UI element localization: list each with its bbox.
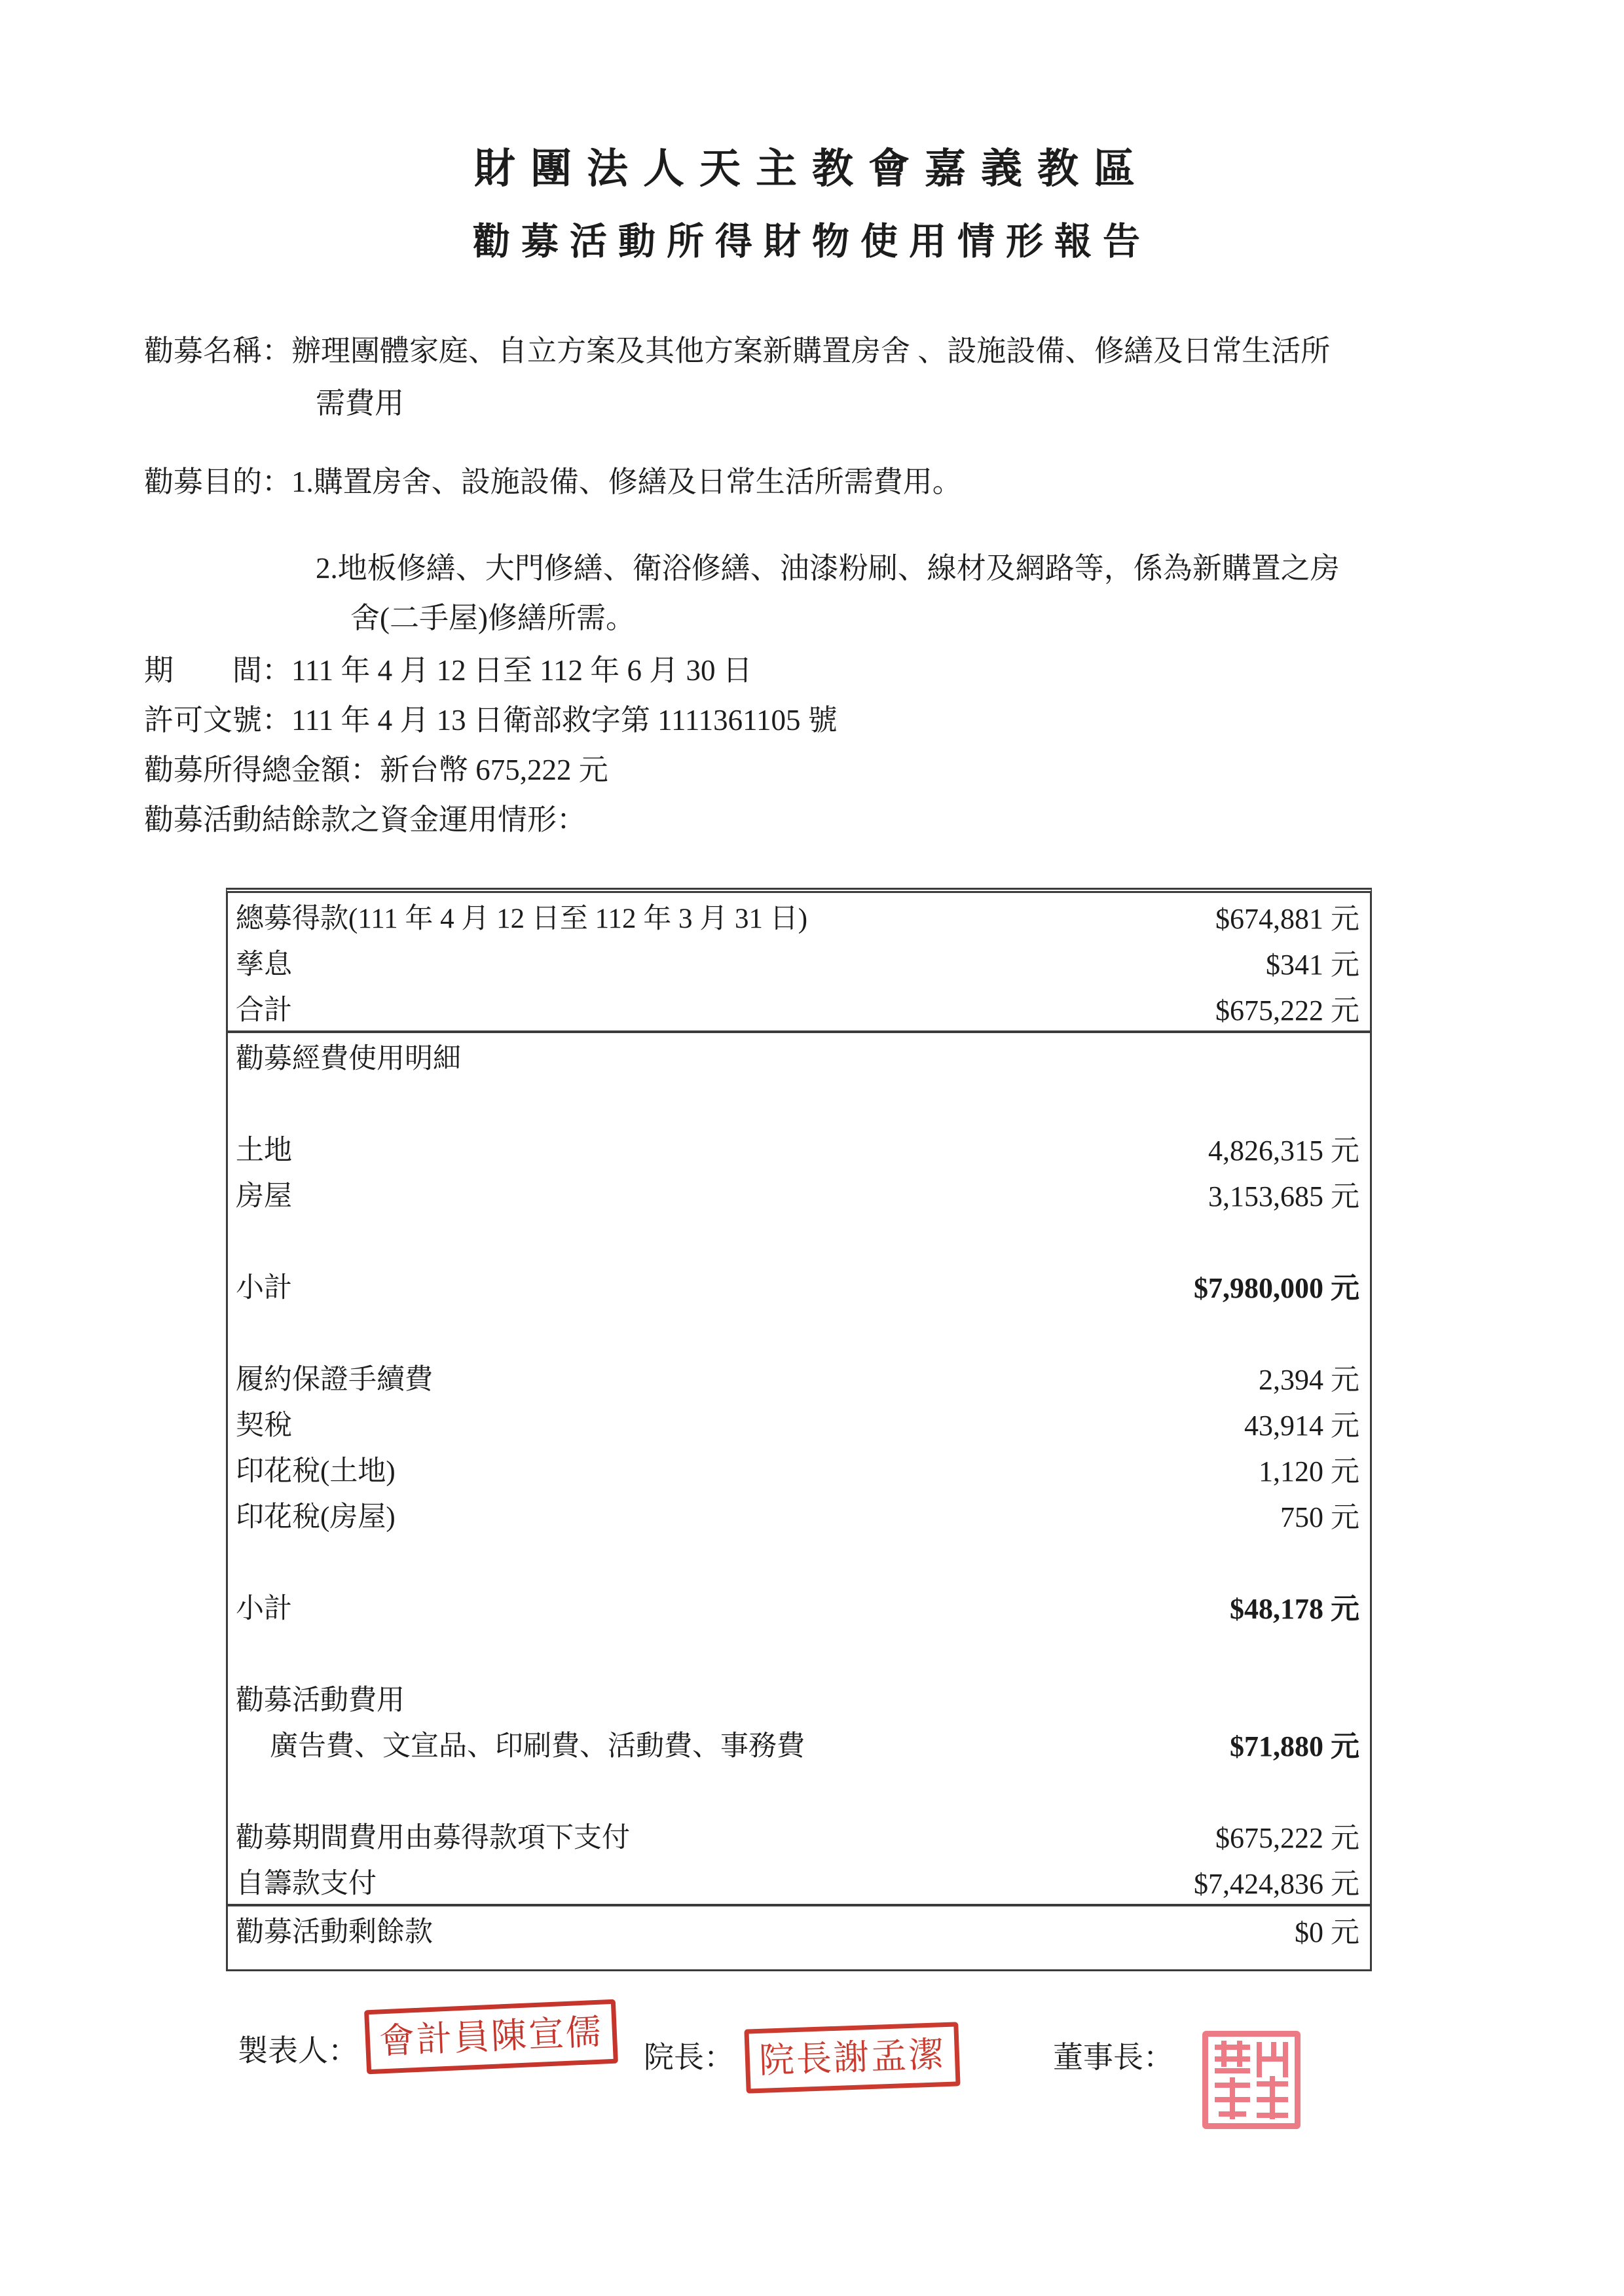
fundraising-purpose-item1: 1.購置房舍、設施設備、修繕及日常生活所需費用。 [291,465,962,498]
row-label: 勸募活動費用 [236,1685,405,1716]
row-value: $7,424,836 元 [1194,1868,1359,1900]
director-label: 院長： [644,2041,734,2074]
row-label: 勸募經費使用明細 [236,1043,461,1074]
row-value: 43,914 元 [1244,1410,1359,1442]
row-value: 750 元 [1280,1501,1359,1533]
chairman-square-seal-icon [1202,2031,1301,2129]
row-label: 孳息 [236,949,292,980]
table-row-stamp-tax-land [228,1446,1370,1491]
row-value: $0 元 [1295,1916,1359,1948]
row-label: 契稅 [236,1410,292,1441]
page-subtitle: 勸募活動所得財物使用情形報告 [473,221,1151,263]
report-info-section [144,326,1506,845]
row-label: 勸募期間費用由募得款項下支付 [236,1822,630,1853]
row-value: 2,394 元 [1259,1364,1359,1396]
table-row-deed-tax [228,1400,1370,1446]
fundraising-name-line2: 需費用 [316,387,405,420]
fundraising-name-label: 勸募名稱： [144,335,292,367]
table-row-self-funded-payment [228,1858,1370,1904]
row-label: 勸募活動剩餘款 [236,1916,433,1948]
table-row-performance-bond-fee [228,1354,1370,1400]
row-value: $7,980,000 元 [1194,1272,1359,1304]
permit-line [144,695,1506,745]
row-label: 小計 [236,1272,292,1303]
chairman-label: 董事長： [1053,2041,1173,2074]
row-label: 房屋 [236,1180,292,1212]
row-label: 土地 [236,1135,292,1166]
table-row-activity-expense-header [228,1675,1370,1721]
row-value: $71,880 元 [1230,1730,1359,1762]
period-label: 期 間： [144,654,292,687]
row-label: 總募得款(111 年 4 月 12 日至 112 年 3 月 31 日) [236,903,808,934]
row-label: 小計 [236,1593,292,1624]
table-row-subtotal-taxes [228,1583,1370,1629]
preparer-stamp-text: 會計員陳宣儒 [378,2012,604,2062]
total-amount-line: 勸募所得總金額：新台幣 675,222 元 [144,754,608,786]
preparer-label: 製表人： [238,2034,358,2068]
table-row-land [228,1125,1370,1171]
permit-label: 許可文號： [144,704,292,737]
page-title: 財團法人天主教會嘉義教區 [474,146,1150,192]
period-line [144,646,1506,695]
table-row-paid-from-raised-funds [228,1812,1370,1858]
fundraising-purpose-item2-line1: 2.地板修繕、大門修繕、衛浴修繕、油漆粉刷、線材及網路等，係為新購置之房 [316,552,1340,585]
director-stamp [744,2022,960,2093]
table-row-total-raised [228,893,1370,939]
fundraising-purpose-line1 [144,457,1506,507]
table-row-total [228,985,1370,1030]
row-value: 3,153,685 元 [1208,1180,1359,1212]
funds-usage-table [226,888,1372,1971]
fundraising-purpose-item2-line2: 舍(二手屋)修繕所需。 [350,602,635,634]
row-label: 廣告費、文宣品、印刷費、活動費、事務費 [270,1730,805,1762]
permit-value: 111 年 4 月 13 日衛部救字第 1111361105 號 [291,704,838,737]
director-stamp-text: 院長謝孟潔 [758,2035,946,2081]
row-value: $675,222 元 [1215,1822,1359,1854]
row-value: 4,826,315 元 [1208,1135,1359,1167]
row-value: $674,881 元 [1215,903,1359,935]
row-label: 自籌款支付 [236,1868,377,1899]
row-value: $341 元 [1266,949,1359,981]
row-value: 1,120 元 [1259,1455,1359,1487]
table-row-building [228,1171,1370,1216]
fundraising-purpose-label: 勸募目的： [144,465,292,498]
fundraising-name-line1 [144,326,1506,376]
fundraising-name-value1: 辦理團體家庭、自立方案及其他方案新購置房舍 、設施設備、修繕及日常生活所 [291,335,1331,367]
row-label: 合計 [236,994,292,1026]
row-label: 印花稅(房屋) [236,1501,396,1533]
table-row-subtotal-purchase [228,1262,1370,1308]
period-value: 111 年 4 月 12 日至 112 年 6 月 30 日 [291,654,752,687]
preparer-stamp [364,1999,618,2075]
row-value: $48,178 元 [1230,1593,1359,1625]
table-row-interest [228,939,1370,985]
table-row-activity-expense-items [228,1721,1370,1766]
row-label: 印花稅(土地) [236,1455,396,1487]
table-row-expense-detail-header [228,1033,1370,1079]
usage-heading-line: 勸募活動結餘款之資金運用情形： [144,803,587,836]
table-row-remaining-balance [228,1906,1370,1952]
row-label: 履約保證手續費 [236,1364,433,1395]
table-row-stamp-tax-building [228,1491,1370,1537]
row-value: $675,222 元 [1215,994,1359,1027]
